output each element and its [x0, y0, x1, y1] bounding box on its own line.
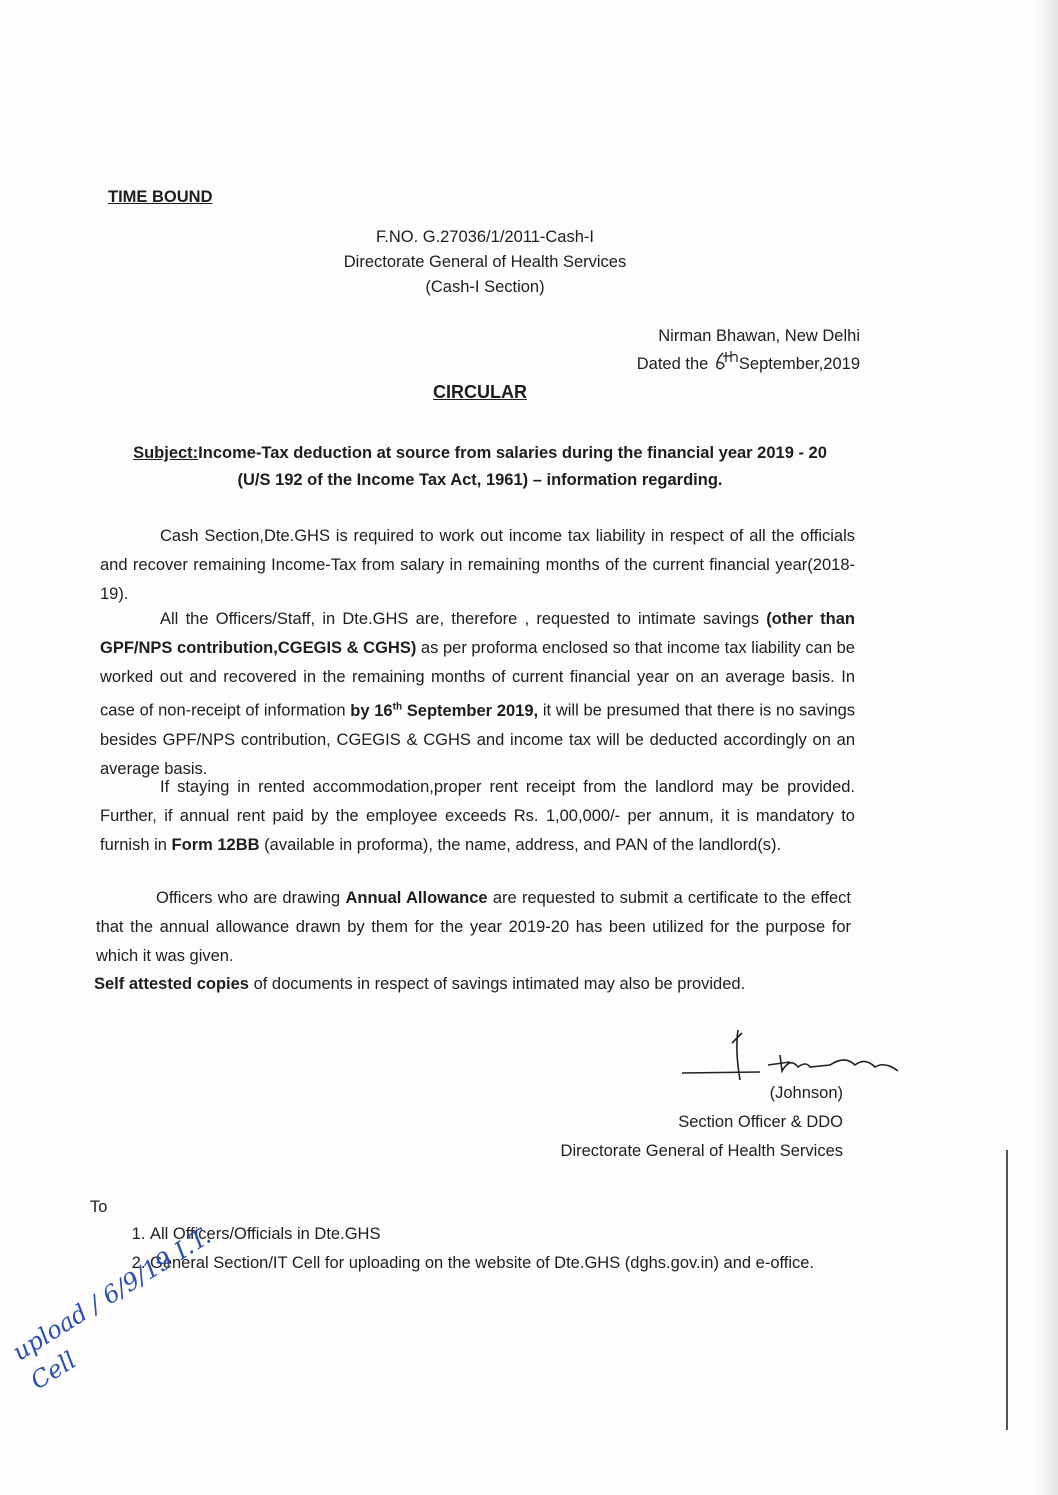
handwritten-upload-note: upload / 6/9/19 I.T. Cell [7, 1221, 216, 1396]
place: Nirman Bhawan, New Delhi [658, 327, 860, 345]
deadline: by 16 [350, 701, 393, 720]
subject-label: Subject: [133, 444, 199, 462]
subject-line2: (U/S 192 of the Income Tax Act, 1961) – information regarding. [237, 471, 723, 489]
subject [100, 440, 860, 494]
paragraph-4: Officers who are drawing Annual Allowance are requested to submit a certificate to the effect that the annual allowance drawn by them for the year 2019-20 has been utilized for the purpose for which it was given. [96, 889, 851, 965]
handwritten-day-6th [713, 350, 739, 372]
recipient-item: 2. General Section/IT Cell for uploading on the website of Dte.GHS (dghs.gov.in) and e-office. [150, 1249, 847, 1278]
annual-allowance: Annual Allowance [345, 889, 488, 907]
signatory-designation: Section Officer & DDO [678, 1113, 843, 1131]
file-number: F.NO. G.27036/1/2011-Cash-I [376, 228, 594, 246]
signatory-name: (Johnson) [769, 1084, 843, 1102]
self-attested: Self attested copies [94, 975, 249, 993]
paragraph-2: All the Officers/Staff, in Dte.GHS are, therefore , requested to intimate savings (other than GPF/NPS contribution,CGEGIS & CGHS) as per proforma enclosed so that income tax liability can be worked out and recovered in the remaining months of current financial year on an average basis. In case of non-receipt of information by 16th September 2019, it will be presumed that there is no savings besides GPF/NPS contribution, CGEGIS & CGHS and income tax will be deducted accordingly on an average basis. [100, 610, 856, 778]
date-prefix: Dated the [636, 355, 709, 373]
section: (Cash-I Section) [425, 278, 545, 296]
date-rest: September,2019 [738, 355, 860, 373]
paragraph-3: If staying in rented accommodation,proper rent receipt from the landlord may be provided. Further, if annual rent paid by the employee exceeds Rs. 1,00,000/- per annum, it is mandatory to furnish in Form 12BB (available in proforma), the name, address, and PAN of the landlord(s). [100, 778, 855, 854]
subject-line1: Income-Tax deduction at source from salaries during the financial year 2019 - 20 [198, 444, 827, 462]
paragraph-1: Cash Section,Dte.GHS is required to work out income tax liability in respect of all the officials and recover remaining Income-Tax from salary in remaining months of the current financial year(2018-19). [100, 527, 855, 603]
paragraph-5: Self attested copies of documents in respect of savings intimated may also be provided. [94, 975, 746, 993]
to-label: To [90, 1198, 108, 1216]
date [637, 350, 860, 378]
recipient-item: 1. All Officers/Officials in Dte.GHS [150, 1220, 847, 1249]
scan-line [1006, 1150, 1008, 1430]
bold-exclusions: (other than GPF/NPS contribution,CGEGIS & CGHS) [100, 610, 855, 657]
place-date [637, 322, 860, 378]
form-12bb: Form 12BB [171, 836, 260, 854]
scan-edge [1036, 0, 1058, 1495]
signature-block [561, 1079, 843, 1166]
signatory-org: Directorate General of Health Services [560, 1142, 843, 1160]
letterhead [280, 225, 690, 300]
organization: Directorate General of Health Services [343, 253, 627, 271]
time-bound-label: TIME BOUND [108, 188, 213, 206]
circular-title: CIRCULAR [433, 382, 527, 402]
signature-image [680, 1025, 910, 1085]
